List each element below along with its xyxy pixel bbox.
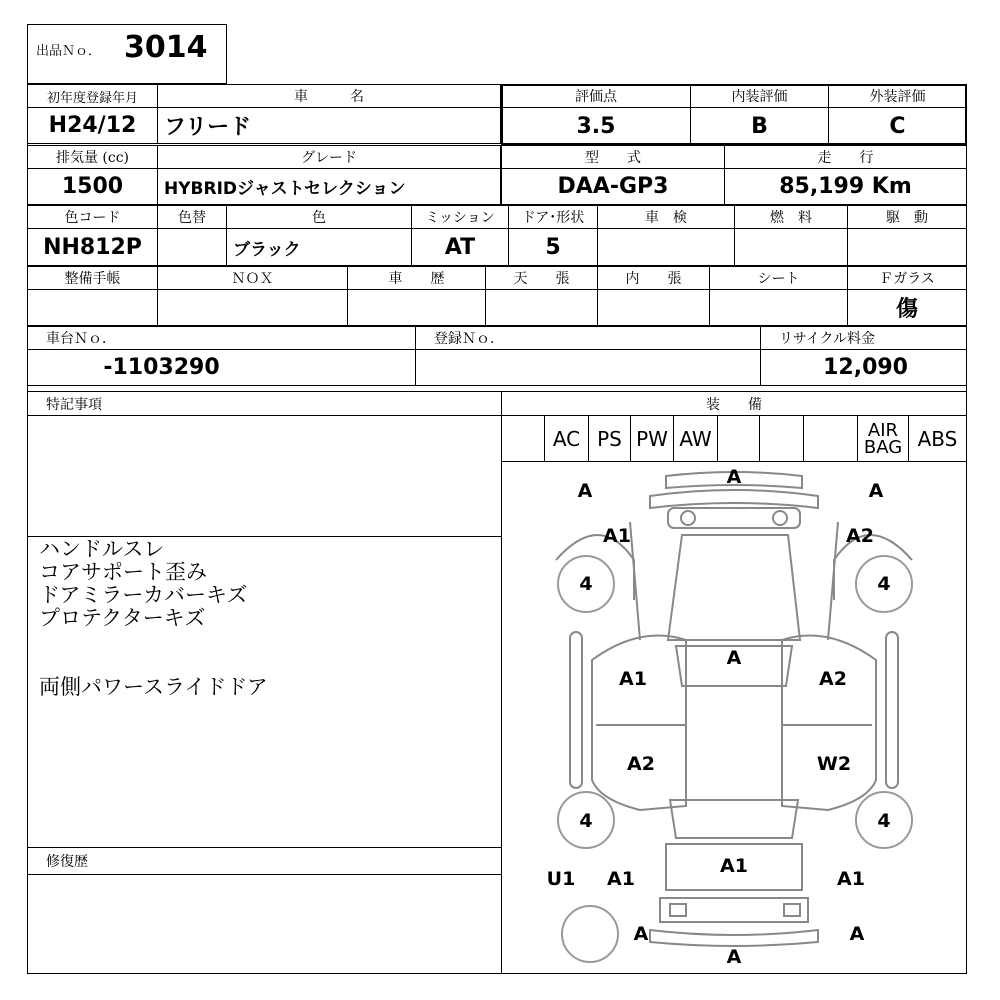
registration-value bbox=[415, 349, 761, 386]
special-note-line: ハンドルスレ bbox=[39, 537, 165, 561]
mark-front-bumper: A bbox=[726, 466, 742, 488]
roof-lining-value bbox=[485, 289, 598, 326]
roof-lining-label: 天 張 bbox=[485, 266, 598, 290]
equipment-airbag bbox=[857, 415, 909, 462]
special-note-line bbox=[39, 630, 489, 676]
special-note-line: プロテクターキズ bbox=[39, 606, 206, 630]
inspection-label: 車 検 bbox=[597, 205, 735, 229]
airbag-line-2: BAG bbox=[863, 436, 903, 458]
mark-front-right: A bbox=[868, 480, 884, 502]
color-label: 色 bbox=[226, 205, 412, 229]
car-name-label: 車 名 bbox=[157, 84, 501, 108]
mark-rear-bumper: A bbox=[726, 946, 742, 968]
equipment-cell bbox=[803, 415, 858, 462]
mark-back-door: A1 bbox=[720, 855, 748, 877]
mark-left-rear-tire: 4 bbox=[579, 810, 593, 832]
seat-label: シート bbox=[709, 266, 848, 290]
repair-history-area bbox=[27, 874, 502, 974]
maintenance-label: 整備手帳 bbox=[27, 266, 158, 290]
fuel-label: 燃 料 bbox=[734, 205, 848, 229]
repair-history-label: 修復歴 bbox=[27, 847, 502, 875]
first-reg-value: H24/12 bbox=[27, 107, 158, 144]
airbag-line-1: AIR bbox=[867, 419, 899, 441]
history-value bbox=[347, 289, 486, 326]
score-label: 評価点 bbox=[501, 84, 691, 108]
interior-label: 内装評価 bbox=[690, 84, 829, 108]
mark-left-front-door: A1 bbox=[619, 668, 647, 690]
chassis-value: -1103290 bbox=[27, 349, 416, 386]
mark-right-rear-tire: 4 bbox=[877, 810, 891, 832]
exterior-label: 外装評価 bbox=[828, 84, 967, 108]
special-note-line: コアサポート歪み bbox=[39, 560, 207, 584]
mark-left-quarter: A1 bbox=[607, 868, 635, 890]
displacement-value: 1500 bbox=[27, 168, 158, 205]
model-label: 型 式 bbox=[501, 145, 725, 169]
f-glass-label: Ｆガラス bbox=[847, 266, 967, 290]
door-value: 5 bbox=[508, 228, 598, 266]
equipment-pw: PW bbox=[630, 415, 674, 462]
first-reg-label: 初年度登録年月 bbox=[27, 84, 158, 108]
mission-value: AT bbox=[411, 228, 509, 266]
color-change-value bbox=[157, 228, 227, 266]
mark-left-quarter-u: U1 bbox=[546, 868, 576, 890]
equipment-cell bbox=[501, 415, 545, 462]
grade-value: HYBRIDジャストセレクション bbox=[157, 168, 501, 205]
equipment-abs: ABS bbox=[908, 415, 967, 462]
special-note-line: 両側パワースライドドア bbox=[39, 675, 268, 699]
mark-roof: A bbox=[726, 647, 742, 669]
nox-value bbox=[157, 289, 348, 326]
history-label: 車 歴 bbox=[347, 266, 486, 290]
special-note-line: ドアミラーカバーキズ bbox=[39, 583, 248, 607]
mark-right-front-door: A2 bbox=[819, 668, 847, 690]
mark-right-quarter: A1 bbox=[837, 868, 865, 890]
special-notes-label: 特記事項 bbox=[27, 391, 502, 416]
color-code-label: 色コード bbox=[27, 205, 158, 229]
mark-left-fender: A1 bbox=[603, 525, 631, 547]
special-notes-list bbox=[39, 538, 489, 699]
drive-value bbox=[847, 228, 967, 266]
interior-lining-label: 内 張 bbox=[597, 266, 710, 290]
exterior-value: C bbox=[828, 107, 967, 145]
interior-value: B bbox=[690, 107, 829, 145]
color-value: ブラック bbox=[226, 228, 412, 266]
fuel-value bbox=[734, 228, 848, 266]
car-name-value: フリード bbox=[157, 107, 501, 144]
mark-right-rear-door: W2 bbox=[816, 753, 852, 775]
mark-front-left: A bbox=[577, 480, 593, 502]
displacement-label: 排気量 (cc) bbox=[27, 145, 158, 169]
lot-number: 3014 bbox=[124, 30, 208, 65]
mission-label: ミッション bbox=[411, 205, 509, 229]
color-code-value: NH812P bbox=[27, 228, 158, 266]
equipment-aw: AW bbox=[673, 415, 718, 462]
interior-lining-value bbox=[597, 289, 710, 326]
mark-rear-left: A bbox=[633, 923, 649, 945]
inspection-value bbox=[597, 228, 735, 266]
maintenance-value bbox=[27, 289, 158, 326]
equipment-ac: AC bbox=[544, 415, 589, 462]
chassis-label: 車台Ｎｏ． bbox=[27, 326, 416, 350]
mileage-label: 走 行 bbox=[724, 145, 967, 169]
recycle-value: 12,090 bbox=[760, 349, 967, 386]
equipment-label: 装 備 bbox=[501, 391, 967, 416]
equipment-ps: PS bbox=[588, 415, 631, 462]
model-value: DAA-GP3 bbox=[501, 168, 725, 205]
color-change-label: 色替 bbox=[157, 205, 227, 229]
lot-label: 出品Ｎｏ． bbox=[36, 43, 102, 59]
drive-label: 駆 動 bbox=[847, 205, 967, 229]
mark-rear-right: A bbox=[849, 923, 865, 945]
score-value: 3.5 bbox=[501, 107, 691, 145]
recycle-label: リサイクル料金 bbox=[760, 326, 967, 350]
mark-right-fender: A2 bbox=[846, 525, 874, 547]
mark-right-front-tire: 4 bbox=[877, 573, 891, 595]
door-label: ドア･形状 bbox=[508, 205, 598, 229]
car-diagram bbox=[501, 461, 967, 974]
grade-label: グレード bbox=[157, 145, 501, 169]
mileage-value: 85,199 Km bbox=[724, 168, 967, 205]
registration-label: 登録Ｎｏ． bbox=[415, 326, 761, 350]
mark-left-front-tire: 4 bbox=[579, 573, 593, 595]
nox-label: ＮＯＸ bbox=[157, 266, 348, 290]
equipment-cell bbox=[759, 415, 804, 462]
f-glass-value: 傷 bbox=[847, 289, 967, 326]
equipment-cell bbox=[717, 415, 760, 462]
seat-value bbox=[709, 289, 848, 326]
mark-left-rear-door: A2 bbox=[627, 753, 655, 775]
